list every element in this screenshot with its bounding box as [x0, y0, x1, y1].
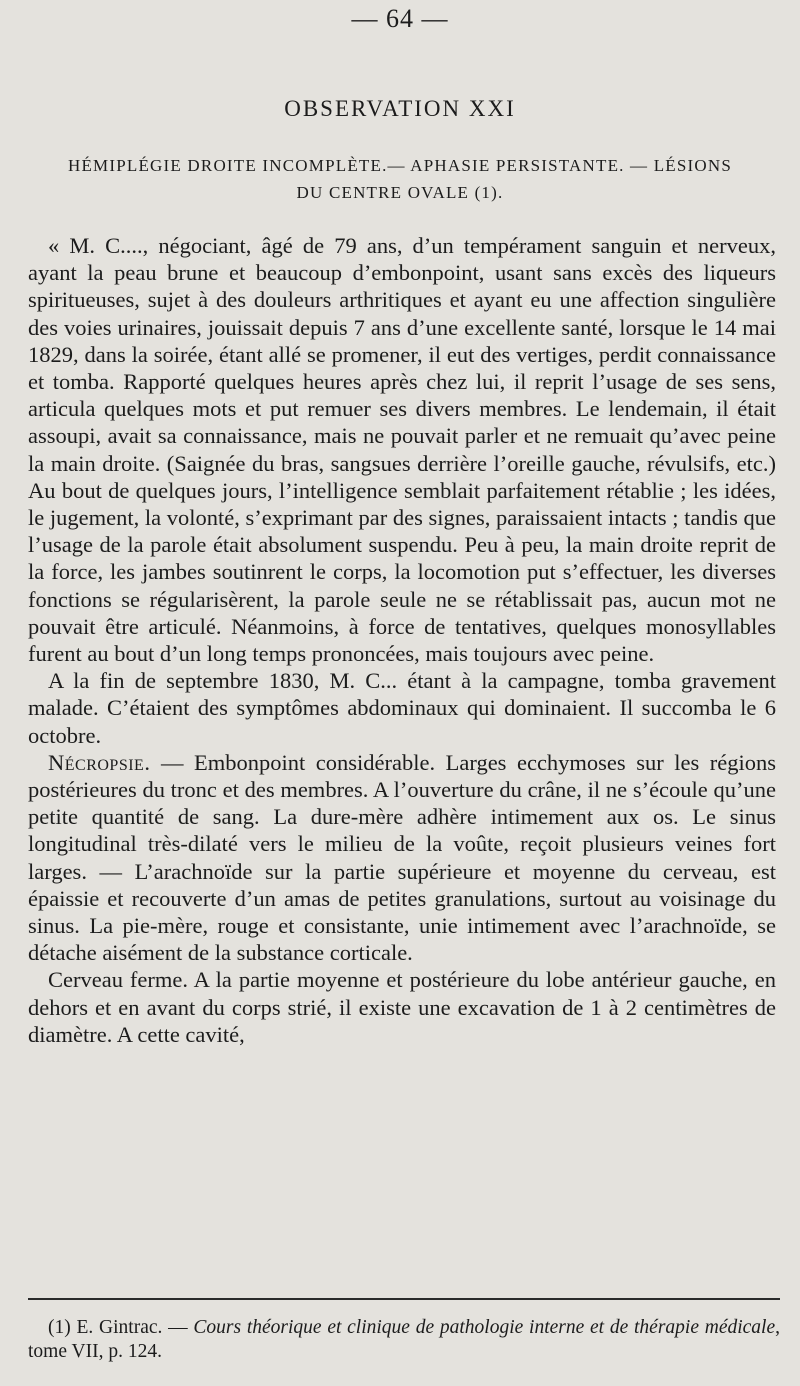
paragraph-necropsy	[28, 749, 776, 967]
footnote	[28, 1316, 780, 1364]
footnote-divider	[28, 1298, 780, 1300]
footnote-work-title: Cours théorique et clinique de pathologie interne et de thérapie médicale	[193, 1317, 776, 1338]
observation-title: OBSERVATION XXI	[284, 96, 516, 121]
paragraph-brain: Cerveau ferme. A la partie moyenne et postérieure du lobe antérieur gauche, en dehors et en avant du corps strié, il existe une excavation de 1 à 2 centimètres de diamètre. A cette cavité,	[28, 967, 776, 1047]
necropsy-label: Nécropsie.	[48, 749, 151, 775]
footnote-marker: (1) E. Gintrac. —	[48, 1317, 194, 1338]
footnote-reference: , tome VII, p. 124.	[28, 1317, 780, 1362]
body-text	[28, 232, 776, 1048]
paragraph-case-history: « M. C...., négociant, âgé de 79 ans, d’un tempérament sanguin et nerveux, ayant la peau brune et beaucoup d’embonpoint, usant sans excès des liqueurs spiritueuses, sujet à des douleurs arthritiques et ayant eu une affection singulière des voies urinaires, jouissait depuis 7 ans d’une excellente santé, lorsque le 14 mai 1829, dans la soirée, étant allé se promener, il eut des vertiges, perdit connaissance et tomba. Rapporté quelques heures après chez lui, il reprit l’usage de ses sens, articula quelques mots et put remuer ses divers membres. Le lendemain, il était assoupi, avait sa connaissance, mais ne pouvait parler et ne remuait qu’avec peine la main droite. (Saignée du bras, sangsues derrière l’oreille gauche, révulsifs, etc.) Au bout de quelques jours, l’intelligence semblait parfaitement rétablie ; les idées, le jugement, la volonté, s’exprimant par des signes, paraissaient intacts ; tandis que l’usage de la parole était absolument suspendu. Peu à peu, la main droite reprit de la force, les jambes soutinrent le corps, la locomotion put s’effectuer, les diverses fonctions se régularisèrent, la parole seule ne se rétablissait pas, aucun mot ne pouvait être articulé. Néanmoins, à force de tentatives, quelques monosyllables furent au bout d’un long temps prononcées, mais toujours avec peine.	[28, 233, 776, 667]
observation-subtitle	[30, 152, 770, 206]
subtitle-line-1: HÉMIPLÉGIE DROITE INCOMPLÈTE.— APHASIE PERSISTANTE. — LÉSIONS	[68, 156, 732, 175]
paragraph-death: A la fin de septembre 1830, M. C... étant à la campagne, tomba gravement malade. C’étaient des symptômes abdominaux qui dominaient. Il succomba le 6 octobre.	[28, 668, 776, 748]
necropsy-text: — Embonpoint considérable. Larges ecchymoses sur les régions postérieures du tronc et des membres. A l’ouverture du crâne, il ne s’écoule qu’une petite quantité de sang. La dure-mère adhère intimement aux os. Le sinus longitudinal très-dilaté vers le milieu de la voûte, reçoit plusieurs veines fort larges. — L’arachnoïde sur la partie supérieure et moyenne du cerveau, est épaissie et recouverte d’un amas de petites granulations, surtout au voisinage du sinus. La pie-mère, rouge et consistante, unie intimement avec l’arachnoïde, se détache aisément de la substance corticale.	[28, 749, 776, 966]
subtitle-line-2: DU CENTRE OVALE (1).	[296, 183, 504, 202]
page-number: — 64 —	[351, 4, 449, 33]
